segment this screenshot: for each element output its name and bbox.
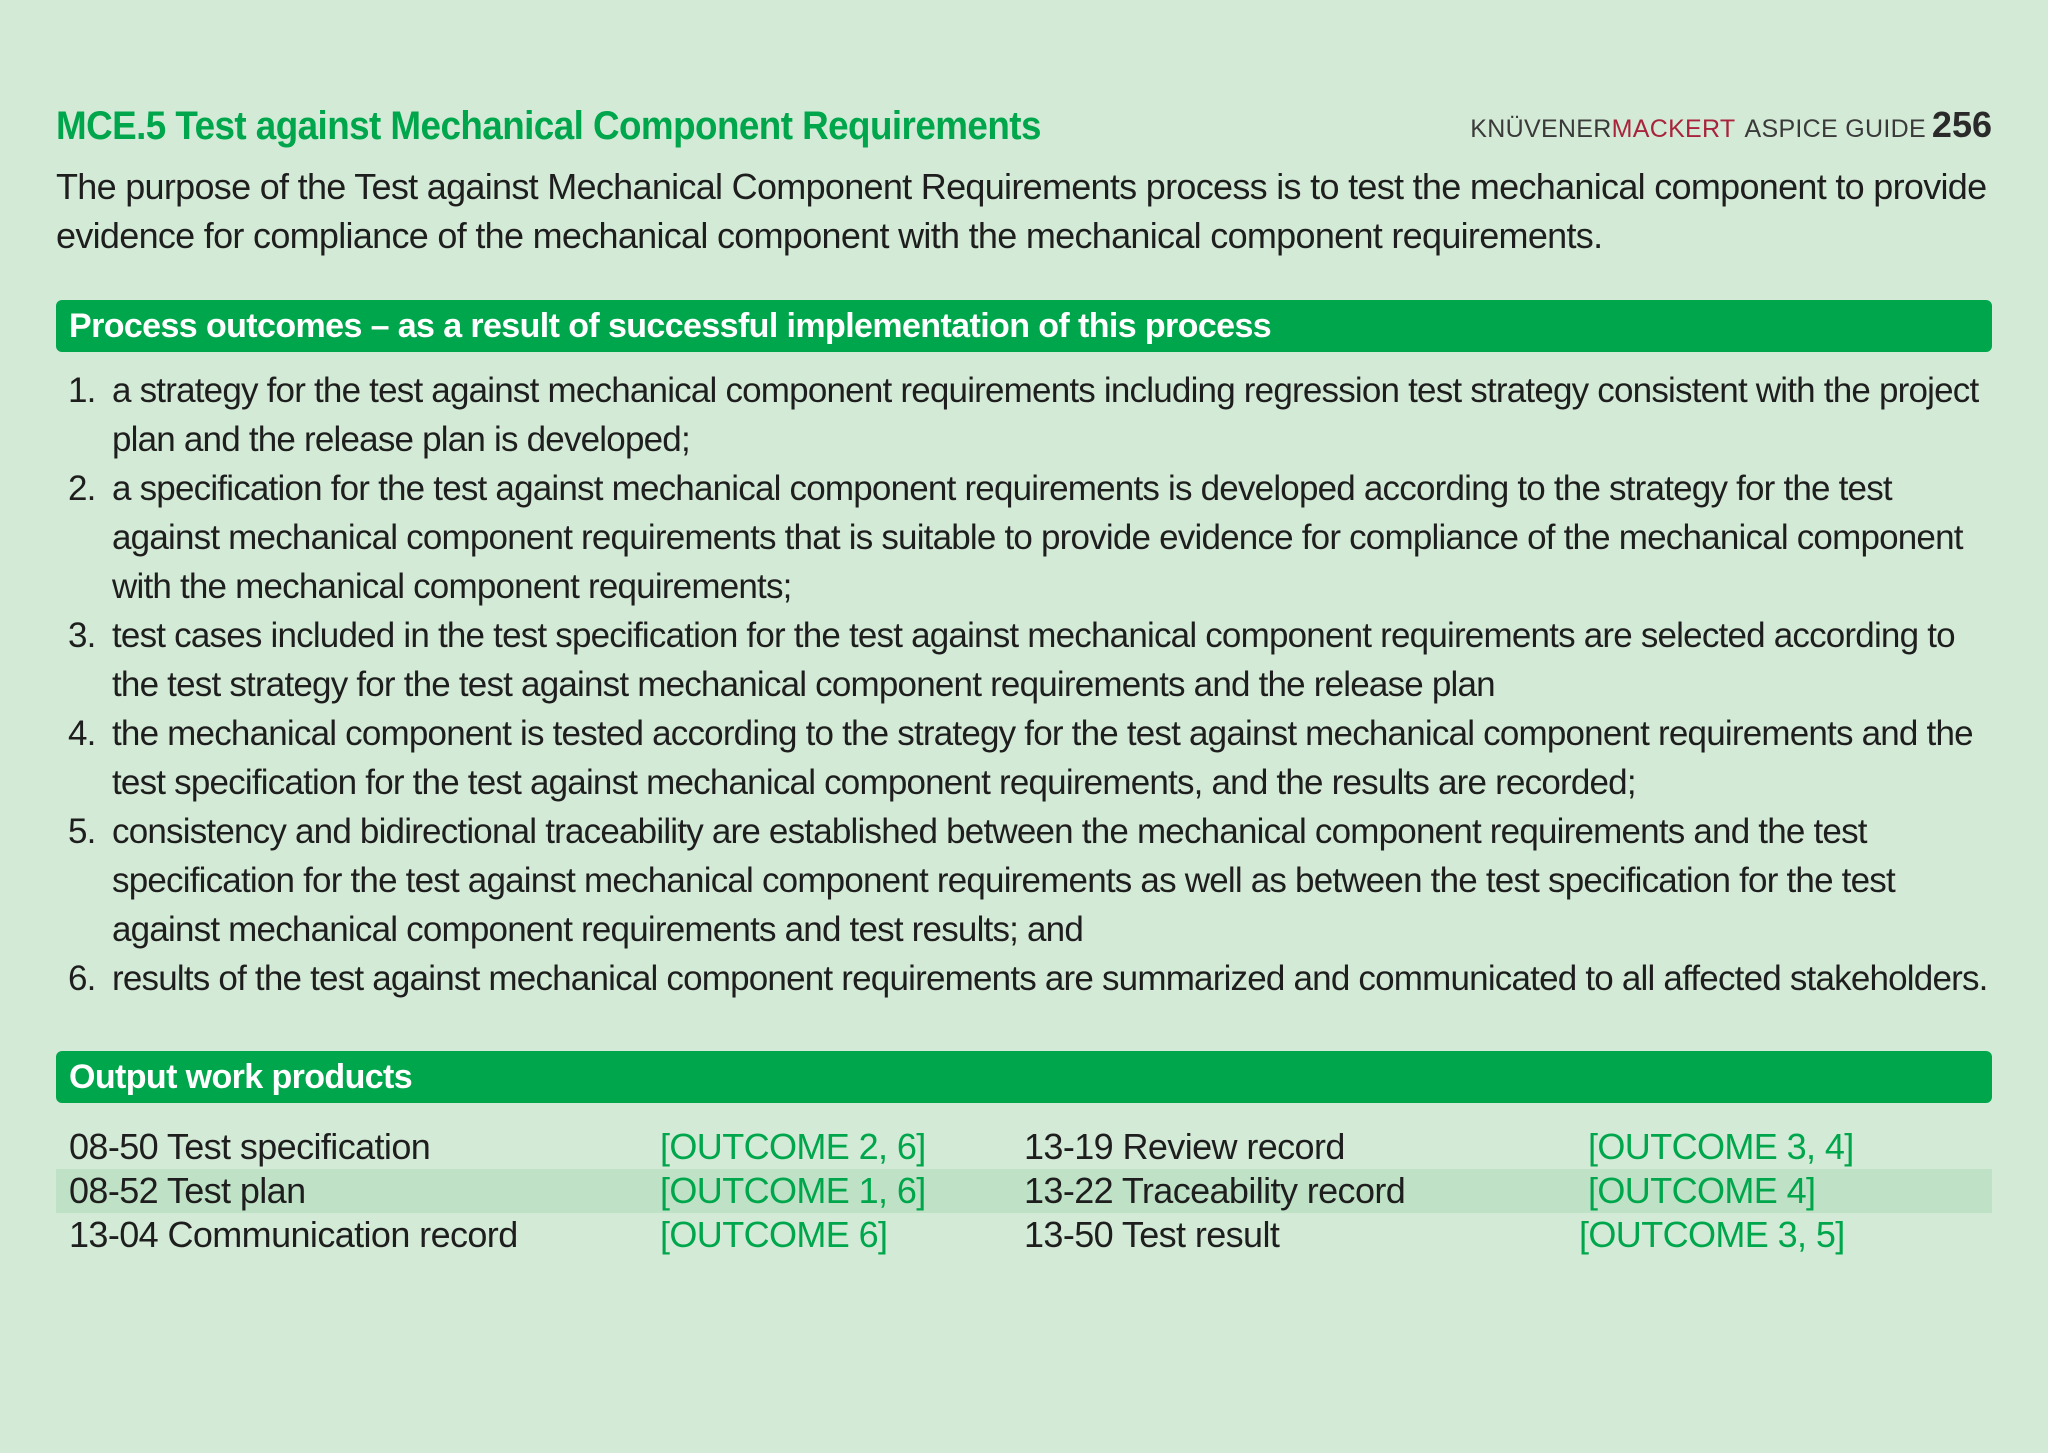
table-row	[56, 1213, 1992, 1257]
brand-guide-label: ASPICE GUIDE	[1744, 115, 1926, 143]
outcome-text: the mechanical component is tested according to the strategy for the test against mechanical component requirements and the test specification for the test against mechanical component requirements, and the results are recorded;	[112, 714, 1973, 802]
work-product-name: 13-19 Review record	[1024, 1126, 1345, 1167]
work-product-name: 08-52 Test plan	[69, 1170, 306, 1211]
outcome-text: a specification for the test against mechanical component requirements is developed according to the strategy for the test against mechanical component requirements that is suitable to provide evidence for compliance of the mechanical component with the mechanical component requirements;	[112, 469, 1963, 606]
work-products-table	[56, 1125, 1992, 1257]
outcome-number: 6.	[68, 959, 96, 998]
outcome-reference: [OUTCOME 2, 6]	[660, 1126, 926, 1167]
outcome-item	[56, 807, 1992, 954]
outcome-item	[56, 611, 1992, 709]
purpose-text: The purpose of the Test against Mechanical Component Requirements process is to test the mechanical component to provide evidence for compliance of the mechanical component with the mechanical component requirements.	[56, 166, 1987, 256]
brand-logo	[1470, 104, 1992, 146]
outcome-reference: [OUTCOME 3, 4]	[1588, 1126, 1854, 1167]
outcome-number: 1.	[68, 371, 96, 410]
outcome-reference: [OUTCOME 6]	[660, 1214, 888, 1255]
work-product-name: 13-04 Communication record	[69, 1214, 518, 1255]
brand-name-part2: MACKERT	[1611, 115, 1736, 143]
outcome-number: 2.	[68, 469, 96, 508]
page-number: 256	[1931, 104, 1992, 145]
outcome-item	[56, 366, 1992, 464]
outcome-number: 3.	[68, 616, 96, 655]
work-product-name: 13-50 Test result	[1024, 1214, 1280, 1255]
page-title: MCE.5 Test against Mechanical Component Requirements	[56, 104, 1041, 148]
outcome-reference: [OUTCOME 1, 6]	[660, 1170, 926, 1211]
outcome-item	[56, 954, 1992, 1003]
page-header	[56, 100, 1992, 158]
outcome-number: 5.	[68, 812, 96, 851]
table-row	[56, 1125, 1992, 1169]
brand-name-part1: KNÜVENER	[1470, 115, 1612, 143]
outcome-item	[56, 709, 1992, 807]
work-products-heading: Output work products	[56, 1051, 1992, 1103]
outcome-reference: [OUTCOME 3, 5]	[1579, 1214, 1845, 1255]
outcomes-heading: Process outcomes – as a result of successful implementation of this process	[56, 300, 1992, 352]
work-product-name: 13-22 Traceability record	[1024, 1170, 1406, 1211]
outcome-list	[56, 366, 1992, 1003]
outcome-text: results of the test against mechanical component requirements are summarized and communicated to all affected stakeholders.	[112, 959, 1988, 998]
outcome-text: consistency and bidirectional traceability are established between the mechanical component requirements and the test specification for the test against mechanical component requirements as well as between the test specification for the test against mechanical component requirements and test results; and	[112, 812, 1895, 949]
outcome-text: test cases included in the test specification for the test against mechanical component requirements are selected according to the test strategy for the test against mechanical component requirements and the release plan	[112, 616, 1955, 704]
outcome-item	[56, 464, 1992, 611]
outcome-number: 4.	[68, 714, 96, 753]
outcome-text: a strategy for the test against mechanical component requirements including regression test strategy consistent with the project plan and the release plan is developed;	[112, 371, 1979, 459]
work-product-name: 08-50 Test specification	[69, 1126, 431, 1167]
outcome-reference: [OUTCOME 4]	[1588, 1170, 1816, 1211]
page	[56, 100, 1992, 1257]
table-row	[56, 1169, 1992, 1213]
